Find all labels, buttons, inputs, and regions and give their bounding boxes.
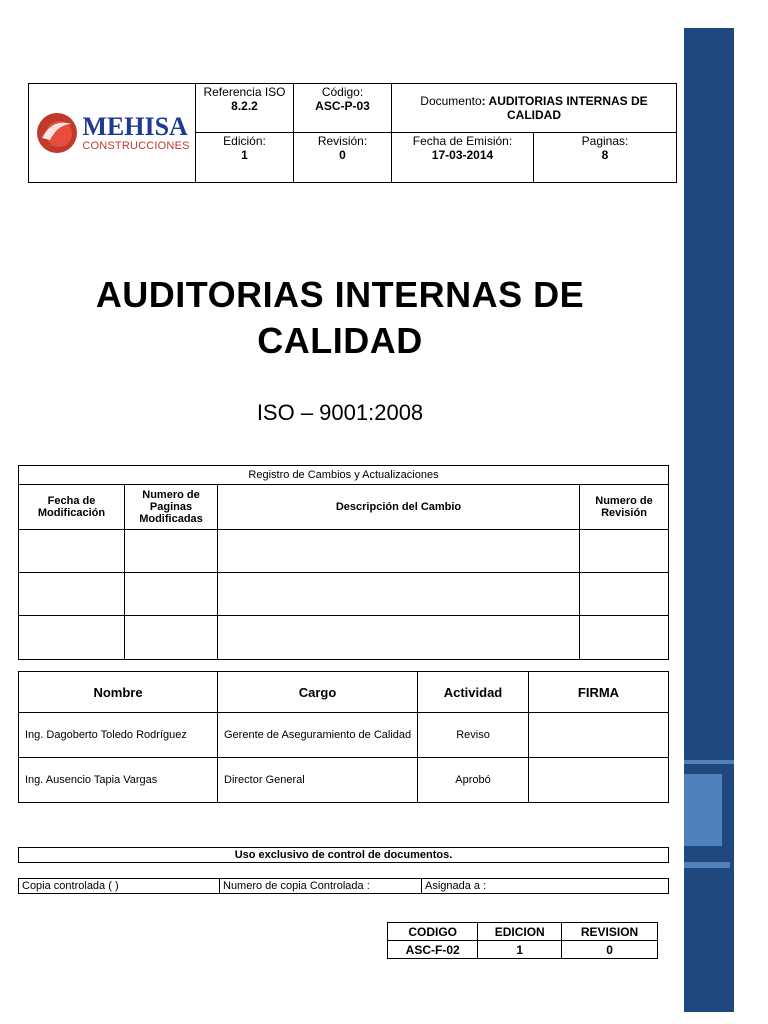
logo-cell [29,84,196,183]
sign-nombre: Ing. Ausencio Tapia Vargas [19,758,218,803]
sign-header-actividad: Actividad [418,672,529,713]
table-row [19,616,669,660]
paginas-cell [534,133,677,183]
sign-header-cargo: Cargo [218,672,418,713]
changes-header-fecha: Fecha de Modificación [19,485,125,530]
page-title [60,272,620,364]
ref-iso-value: 8.2.2 [231,99,258,113]
code-box-table [387,922,658,959]
sign-header-nombre: Nombre [19,672,218,713]
logo-swirl-icon [34,110,80,156]
edicion-value: 1 [241,148,248,162]
table-row [19,758,669,803]
documento-cell [392,84,677,133]
code-header-edicion: EDICION [478,923,562,941]
table-row [19,530,669,573]
sign-cargo: Director General [218,758,418,803]
signatures-table [18,671,669,803]
sign-firma[interactable] [529,713,669,758]
table-cell[interactable] [125,530,218,573]
table-cell[interactable] [580,573,669,616]
side-accent-block [684,774,722,846]
changes-header-descripcion: Descripción del Cambio [218,485,580,530]
fecha-emision-label: Fecha de Emisión: [412,134,513,148]
table-cell[interactable] [19,573,125,616]
iso-standard-title: ISO – 9001:2008 [256,400,424,425]
control-numero[interactable]: Numero de copia Controlada : [220,879,422,894]
control-row-table [18,878,669,894]
table-cell[interactable] [19,616,125,660]
sign-actividad: Aprobó [418,758,529,803]
table-cell[interactable] [125,573,218,616]
sign-header-firma: FIRMA [529,672,669,713]
sign-firma[interactable] [529,758,669,803]
table-cell[interactable] [580,530,669,573]
paginas-value: 8 [601,148,609,162]
changes-header-revision: Numero de Revisión [580,485,669,530]
changes-register-table [18,465,669,660]
fecha-emision-value: 17-03-2014 [431,148,494,162]
table-cell[interactable] [218,616,580,660]
sign-actividad: Reviso [418,713,529,758]
control-title-table [18,847,669,863]
page-title-line2: CALIDAD [257,320,423,361]
revision-label: Revisión: [317,134,368,148]
document-header-table [28,83,677,183]
table-cell[interactable] [125,616,218,660]
documento-value: : AUDITORIAS INTERNAS DE CALIDAD [481,94,648,122]
edicion-label: Edición: [223,134,266,148]
fecha-emision-cell [392,133,534,183]
company-logo [29,110,195,156]
revision-value: 0 [339,148,346,162]
control-asignada[interactable]: Asignada a : [422,879,669,894]
code-value-edicion: 1 [478,941,562,959]
codigo-value: ASC-P-03 [315,99,370,113]
edicion-cell [196,133,294,183]
documento-label: Documento [420,94,482,108]
logo-brand: MEHISA [82,112,188,141]
codigo-cell [294,84,392,133]
side-accent-line [684,760,734,764]
code-value-codigo: ASC-F-02 [388,941,478,959]
code-value-revision: 0 [562,941,658,959]
revision-cell [294,133,392,183]
changes-caption: Registro de Cambios y Actualizaciones [19,466,669,485]
control-title: Uso exclusivo de control de documentos. [19,848,669,863]
paginas-label: Paginas: [581,134,629,148]
page-title-line1: AUDITORIAS INTERNAS DE [95,274,585,315]
side-accent-line-lower [684,862,730,868]
table-cell[interactable] [218,530,580,573]
control-copia[interactable]: Copia controlada ( ) [19,879,220,894]
code-header-revision: REVISION [562,923,658,941]
sign-nombre: Ing. Dagoberto Toledo Rodríguez [19,713,218,758]
table-cell[interactable] [19,530,125,573]
table-cell[interactable] [580,616,669,660]
code-header-codigo: CODIGO [388,923,478,941]
codigo-label: Código: [321,85,364,99]
logo-subtitle: CONSTRUCCIONES [82,140,190,152]
table-cell[interactable] [218,573,580,616]
ref-iso-label: Referencia ISO [203,85,286,99]
ref-iso-cell [196,84,294,133]
changes-header-paginas: Numero de Paginas Modificadas [125,485,218,530]
table-row [19,713,669,758]
table-row [19,573,669,616]
sign-cargo: Gerente de Aseguramiento de Calidad [218,713,418,758]
